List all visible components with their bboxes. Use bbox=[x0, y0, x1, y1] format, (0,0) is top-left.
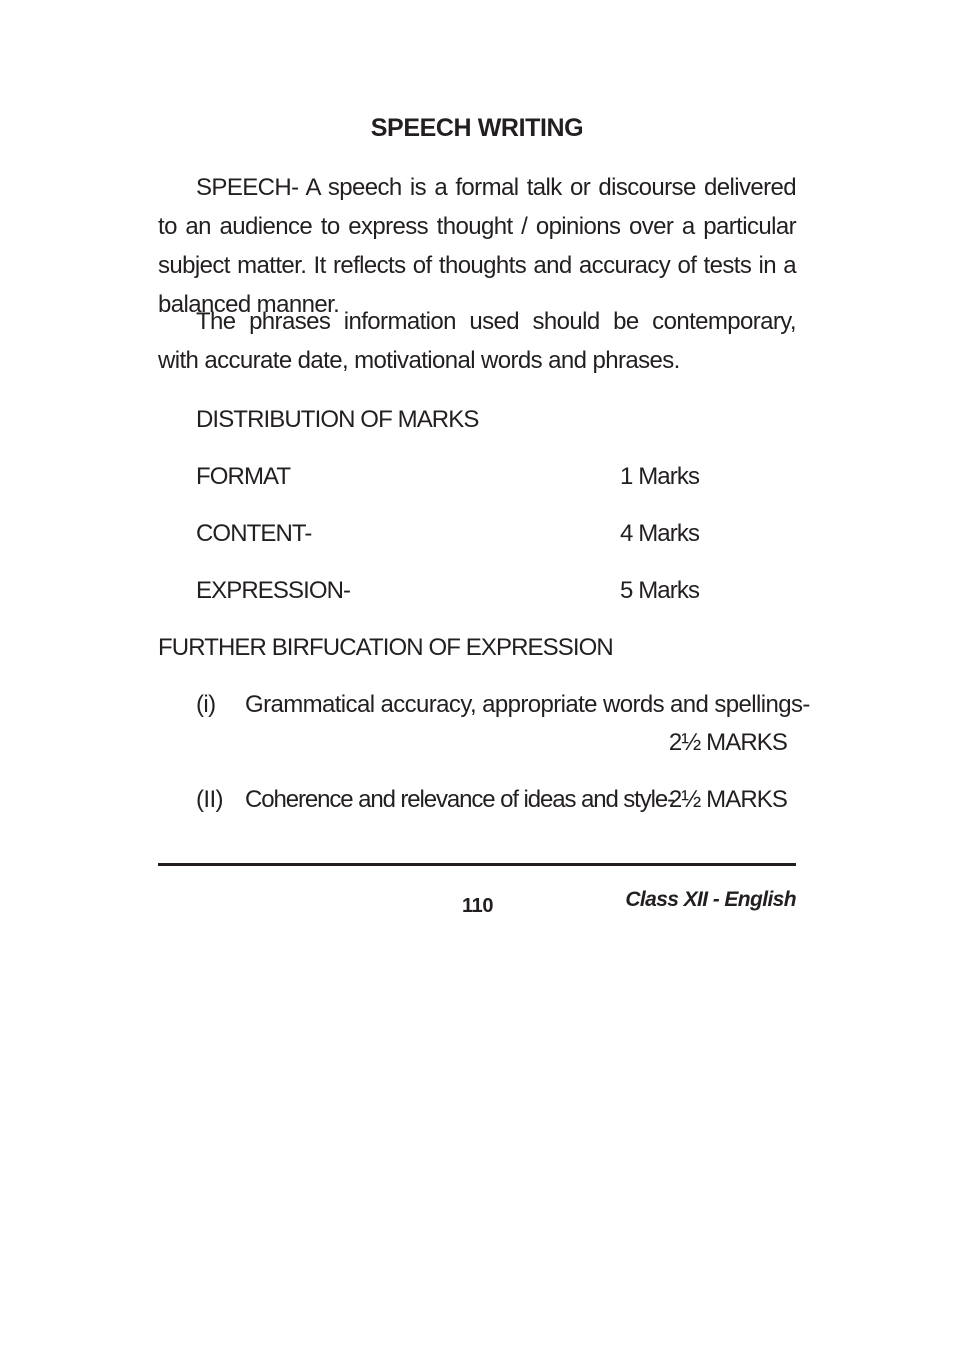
item-1-text: Grammatical accuracy, appropriate words and spellings- bbox=[245, 691, 810, 718]
item-2-number: (II) bbox=[196, 786, 223, 813]
intro-paragraph: SPEECH- A speech is a formal talk or discourse delivered to an audience to express thought / opinions over a particular subject matter. It reflects of thoughts and accuracy of tests in a balanced manner. bbox=[158, 174, 796, 318]
item-2-marks: 2½ MARKS bbox=[668, 786, 787, 813]
distribution-heading: DISTRIBUTION OF MARKS bbox=[196, 406, 479, 433]
page-number: 110 bbox=[462, 895, 494, 917]
further-heading: FURTHER BIRFUCATION OF EXPRESSION bbox=[158, 634, 613, 661]
item-2-text: Coherence and relevance of ideas and style- bbox=[245, 786, 674, 813]
page-title: SPEECH WRITING bbox=[370, 114, 584, 142]
content-marks: 4 Marks bbox=[620, 520, 700, 547]
format-marks: 1 Marks bbox=[620, 463, 700, 490]
expression-label: EXPRESSION- bbox=[196, 577, 351, 604]
footer-rule bbox=[158, 863, 796, 866]
item-1-marks: 2½ MARKS bbox=[668, 729, 787, 756]
phrases-paragraph: The phrases information used should be contemporary, with accurate date, motivational words and phrases. bbox=[158, 308, 796, 374]
content-label: CONTENT- bbox=[196, 520, 312, 547]
item-1-number: (i) bbox=[196, 691, 216, 718]
footer-class-label: Class XII - English bbox=[625, 888, 796, 911]
expression-marks: 5 Marks bbox=[620, 577, 700, 604]
format-label: FORMAT bbox=[196, 463, 291, 490]
